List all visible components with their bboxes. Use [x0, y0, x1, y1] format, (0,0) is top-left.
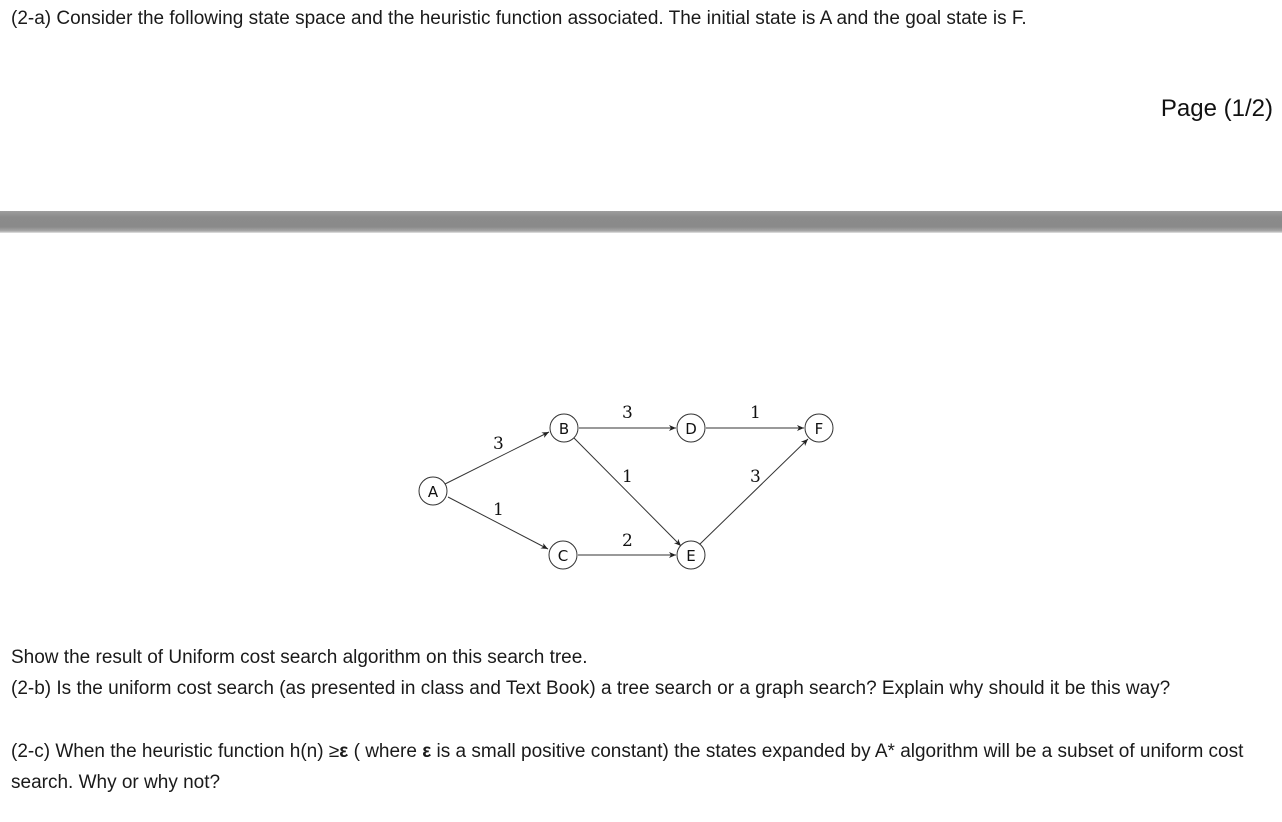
node-c [549, 541, 577, 569]
edge-cost-a-b: 3 [493, 434, 504, 454]
edge-cost-b-d: 3 [622, 403, 633, 423]
question-2b: (2-b) Is the uniform cost search (as presented in class and Text Book) a tree search or a graph search? Explain why should it be this way? [11, 678, 1171, 699]
question-title: (2-a) Consider the following state space and the heuristic function associated. The initial state is A and the goal state is F. [11, 8, 1027, 29]
question-2c-part2: ( where [348, 741, 423, 762]
node-a-label: A [427, 483, 439, 501]
epsilon-symbol: ε [339, 741, 349, 762]
node-f [805, 414, 833, 442]
node-b [550, 414, 578, 442]
question-2c-part1: (2-c) When the heuristic function h(n) ≥ [11, 741, 340, 762]
question-2c-part3: is a small positive constant) the states expanded by A* algorithm will be a subset of uniform cost search. Why or why not? [11, 741, 1244, 793]
edge-e-f [700, 439, 808, 544]
epsilon-symbol: ε [422, 741, 432, 762]
node-e-label: E [686, 547, 696, 565]
page-indicator: Page (1/2) [1160, 95, 1273, 122]
node-c-label: C [557, 547, 569, 565]
edge-cost-b-e: 1 [622, 467, 633, 487]
ucs-instruction: Show the result of Uniform cost search algorithm on this search tree. [11, 647, 588, 668]
question-2c [11, 736, 1261, 798]
edge-cost-d-f: 1 [750, 403, 761, 423]
node-e [677, 541, 705, 569]
node-a [419, 477, 447, 505]
edge-cost-e-f: 3 [750, 467, 761, 487]
node-d [677, 414, 705, 442]
node-b-label: B [558, 420, 570, 438]
node-f-label: F [814, 420, 824, 438]
edge-cost-c-e: 2 [622, 531, 633, 551]
edge-b-e [574, 438, 681, 546]
node-d-label: D [685, 420, 697, 438]
edge-cost-a-c: 1 [493, 500, 504, 520]
